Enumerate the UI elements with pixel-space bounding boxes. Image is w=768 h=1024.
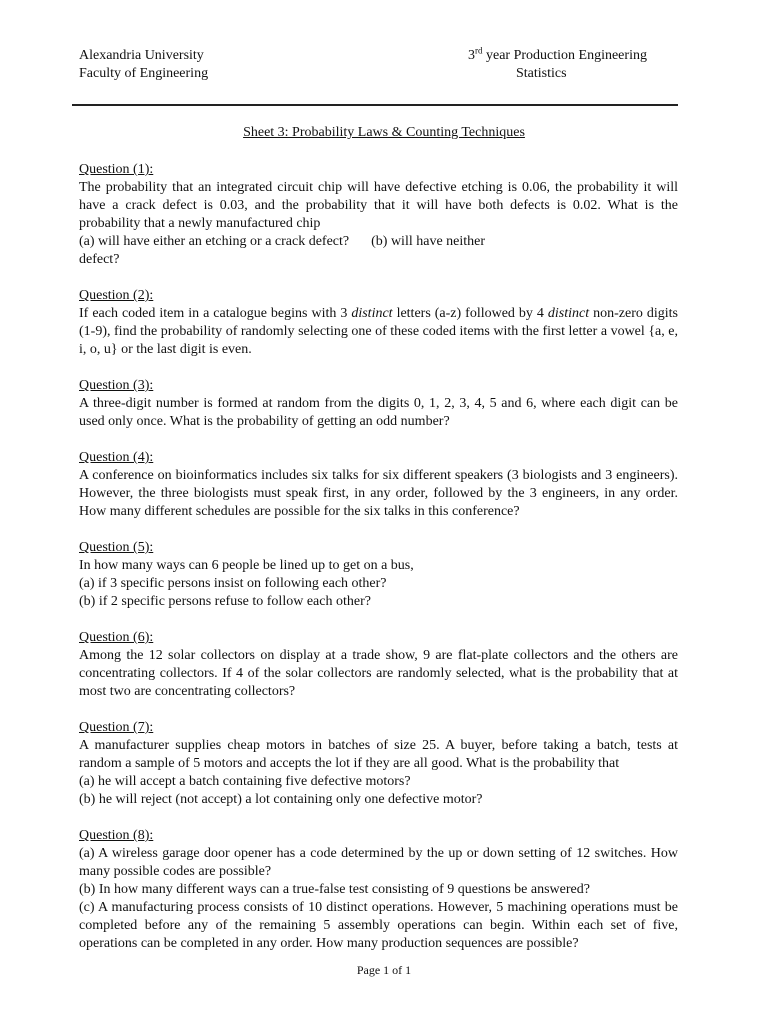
program-name: year Production Engineering (482, 48, 647, 63)
question-title: Question (3): (79, 378, 154, 393)
question-title: Question (2): (79, 288, 154, 303)
part-b: (b) In how many different ways can a true-false test consisting of 9 questions be answered? (79, 882, 590, 897)
part-b-continued: defect? (79, 252, 120, 267)
question-title: Question (7): (79, 720, 154, 735)
part-b: (b) he will reject (not accept) a lot containing only one defective motor? (79, 792, 483, 807)
question-parts-line (79, 233, 678, 251)
question-text: Among the 12 solar collectors on display at a trade show, 9 are flat-plate collectors and the others are concentrating collectors. If 4 of the solar collectors are randomly selected, what is the probability that at most two are concentrating collectors? (79, 648, 678, 699)
question-1 (79, 161, 678, 269)
question-title: Question (8): (79, 828, 154, 843)
question-text: A manufacturer supplies cheap motors in batches of size 25. A buyer, before taking a batch, tests at random a sample of 5 motors and accepts the lot if they are all good. What is the probability that (79, 738, 678, 771)
question-2 (79, 287, 678, 359)
emphasis-distinct: distinct (351, 306, 393, 321)
part-a: (a) he will accept a batch containing five defective motors? (79, 774, 411, 789)
question-text: The probability that an integrated circuit chip will have defective etching is 0.06, the probability it will have a crack defect is 0.03, and the probability that it will have both defects is 0.02. What is the probability that a newly manufactured chip (79, 180, 678, 231)
part-a: (a) if 3 specific persons insist on following each other? (79, 576, 387, 591)
part-a: (a) A wireless garage door opener has a code determined by the up or down setting of 12 switches. How many possible codes are possible? (79, 846, 678, 879)
question-title: Question (4): (79, 450, 154, 465)
question-6 (79, 629, 678, 701)
text-segment: non-zero digits (1-9), find the probability of randomly selecting one of these coded items with the first letter a vowel {a, e, i, o, u} or the last digit is even. (79, 306, 678, 357)
question-title: Question (6): (79, 630, 154, 645)
question-8 (79, 827, 678, 953)
faculty-name: Faculty of Engineering (79, 66, 209, 81)
emphasis-distinct: distinct (547, 306, 590, 321)
year-suffix: rd (475, 45, 483, 56)
year-number: 3 (468, 48, 475, 63)
part-b: (b) will have neither (371, 234, 486, 249)
header-left (79, 47, 208, 83)
sheet-title: Sheet 3: Probability Laws & Counting Techniques (243, 125, 525, 140)
question-text: In how many ways can 6 people be lined up to get on a bus, (79, 558, 414, 573)
header-right (468, 47, 698, 83)
question-title: Question (5): (79, 540, 154, 555)
text-segment: letters (a-z) followed by 4 (392, 306, 548, 321)
question-text: A conference on bioinformatics includes six talks for six different speakers (3 biologists and 3 engineers). However, the three biologists must speak first, in any order, followed by the 3 engineers, in any order. How many different schedules are possible for the six talks in this conference? (79, 468, 678, 519)
question-4 (79, 449, 678, 521)
text-segment: If each coded item in a catalogue begins with 3 (79, 306, 352, 321)
question-3 (79, 377, 678, 431)
program-line (468, 47, 698, 65)
question-text (79, 305, 678, 359)
part-c: (c) A manufacturing process consists of 10 distinct operations. However, 5 machining operations must be completed before any of the remaining 5 assembly operations can begin. Within each set of five, operations can be completed in any order. How many production sequences are possible? (79, 900, 678, 951)
questions-body (79, 161, 678, 971)
question-text: A three-digit number is formed at random from the digits 0, 1, 2, 3, 4, 5 and 6, where each digit can be used only once. What is the probability of getting an odd number? (79, 396, 678, 429)
question-5 (79, 539, 678, 611)
part-b: (b) if 2 specific persons refuse to follow each other? (79, 594, 371, 609)
question-title: Question (1): (79, 162, 154, 177)
part-a: (a) will have either an etching or a crack defect? (79, 234, 350, 249)
university-name: Alexandria University (79, 48, 204, 63)
header-divider (72, 104, 678, 106)
course-name: Statistics (516, 66, 567, 81)
question-7 (79, 719, 678, 809)
page-footer: Page 1 of 1 (356, 963, 412, 977)
